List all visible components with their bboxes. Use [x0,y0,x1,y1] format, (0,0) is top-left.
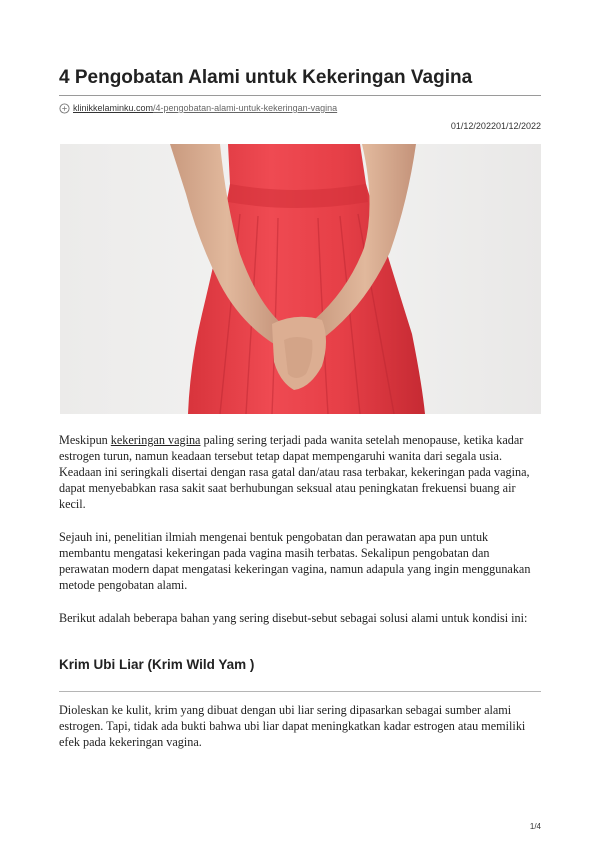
title-divider [59,95,541,96]
page-title: 4 Pengobatan Alami untuk Kekeringan Vagina [59,67,473,88]
paragraph-list-intro: Berikut adalah beberapa bahan yang sering disebut-sebut sebagai solusi alami untuk kondisi ini: [59,611,528,625]
hero-image [60,144,541,414]
photo-woman-red-dress [60,144,541,414]
section-heading-wild-yam: Krim Ubi Liar (Krim Wild Yam ) [59,657,255,672]
link-icon [59,103,70,114]
section-divider [59,691,541,692]
vaginal-dryness-link[interactable]: kekeringan vagina [110,433,201,447]
paragraph-intro [59,432,541,512]
source-path-link[interactable]: /4-pengobatan-alami-untuk-kekeringan-vagina [153,103,338,113]
source-url[interactable] [59,101,337,115]
paragraph-research: Sejauh ini, penelitian ilmiah mengenai bentuk pengobatan dan perawatan apa pun untuk membantu mengatasi kekeringan pada vagina masih terbatas. Sekalipun pengobatan dan perawatan modern dapat mengatasi kekeringan vagina, namun adapula yang ingin menggunakan metode pengobatan alami. [59,530,531,592]
publish-date: 01/12/202201/12/2022 [450,121,541,131]
source-domain-link[interactable]: klinikkelaminku.com [73,103,154,113]
paragraph-intro-text-before: Meskipun [59,433,111,447]
page-number: 1/4 [529,822,541,831]
paragraph-wild-yam: Dioleskan ke kulit, krim yang dibuat dengan ubi liar sering dipasarkan sebagai sumber alami estrogen. Tapi, tidak ada bukti bahwa ubi liar dapat meningkatkan kadar estrogen atau memiliki efek pada kekeringan vagina. [59,703,526,749]
paragraph-intro-text-after: paling sering terjadi pada wanita setelah menopause, ketika kadar estrogen turun, namun keadaan tersebut tetap dapat mempengaruhi wanita dari segala usia. Keadaan ini seringkali disertai dengan rasa gatal dan/atau rasa terbakar, kekeringan pada vagina, dapat menyebabkan rasa sakit saat berhubungan seksual atau peningkatan frekuensi buang air kecil. [59,433,530,511]
